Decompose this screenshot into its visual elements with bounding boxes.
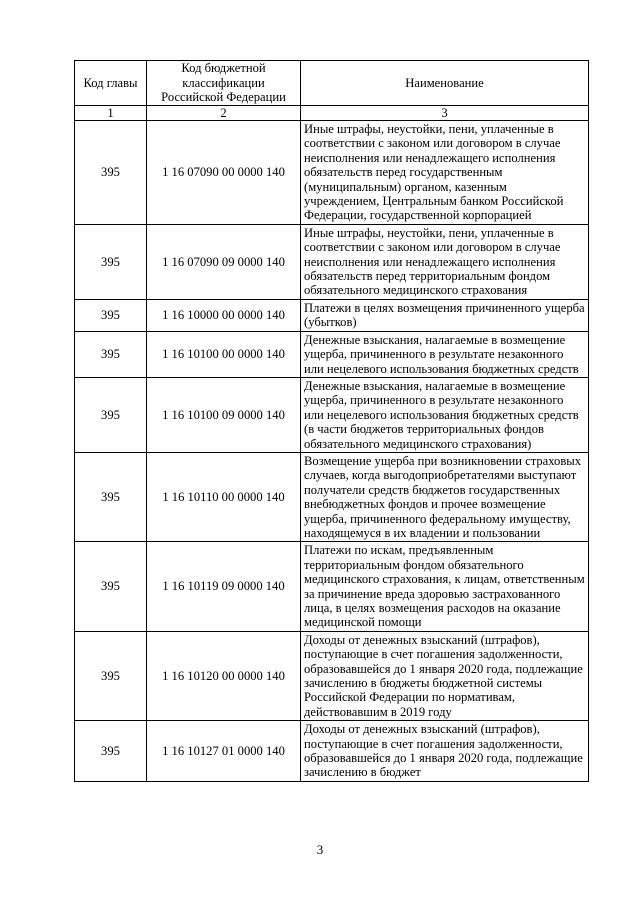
table-row <box>75 224 589 299</box>
table-row <box>75 452 589 541</box>
name-cell: Возмещение ущерба при возникновении страховых случаев, когда выгодоприобретателями выступают получатели средств бюджетов государственных внебюджетных фондов и прочее возмещение ущерба, причиненного федеральному имуществу, находящемуся в их владении и пользовании <box>301 452 589 541</box>
name-cell: Доходы от денежных взысканий (штрафов), поступающие в счет погашения задолженности, образовавшейся до 1 января 2020 года, подлежащие зачислению в бюджет <box>301 721 589 782</box>
header-name: Наименование <box>301 61 589 106</box>
chapter-code-cell: 395 <box>75 121 147 225</box>
page-number: 3 <box>316 842 324 857</box>
column-number-1: 1 <box>75 106 147 121</box>
table-row <box>75 542 589 631</box>
budget-code-cell: 1 16 10110 00 0000 140 <box>147 452 301 541</box>
column-number-row <box>75 106 589 121</box>
budget-code-cell: 1 16 10119 09 0000 140 <box>147 542 301 631</box>
table-row <box>75 631 589 720</box>
name-cell: Денежные взыскания, налагаемые в возмещение ущерба, причиненного в результате незаконного или нецелевого использования бюджетных средств <box>301 331 589 377</box>
table-header-row <box>75 61 589 106</box>
chapter-code-cell: 395 <box>75 631 147 720</box>
budget-code-cell: 1 16 10120 00 0000 140 <box>147 631 301 720</box>
name-cell: Платежи в целях возмещения причиненного ущерба (убытков) <box>301 299 589 331</box>
chapter-code-cell: 395 <box>75 721 147 782</box>
table-row <box>75 721 589 782</box>
name-cell: Доходы от денежных взысканий (штрафов), поступающие в счет погашения задолженности, образовавшейся до 1 января 2020 года, подлежащие зачислению в бюджеты бюджетной системы Российской Федерации по нормативам, действовавшим в 2019 году <box>301 631 589 720</box>
chapter-code-cell: 395 <box>75 331 147 377</box>
chapter-code-cell: 395 <box>75 299 147 331</box>
budget-code-cell: 1 16 10000 00 0000 140 <box>147 299 301 331</box>
column-number-3: 3 <box>301 106 589 121</box>
chapter-code-cell: 395 <box>75 377 147 452</box>
budget-classification-table <box>74 60 589 782</box>
budget-code-cell: 1 16 07090 09 0000 140 <box>147 224 301 299</box>
budget-code-cell: 1 16 10100 09 0000 140 <box>147 377 301 452</box>
budget-code-cell: 1 16 10127 01 0000 140 <box>147 721 301 782</box>
column-number-2: 2 <box>147 106 301 121</box>
chapter-code-cell: 395 <box>75 452 147 541</box>
table-row <box>75 299 589 331</box>
budget-code-cell: 1 16 10100 00 0000 140 <box>147 331 301 377</box>
name-cell: Денежные взыскания, налагаемые в возмещение ущерба, причиненного в результате незаконного или нецелевого использования бюджетных средств (в части бюджетов территориальных фондов обязательного медицинского страхования) <box>301 377 589 452</box>
budget-code-cell: 1 16 07090 00 0000 140 <box>147 121 301 225</box>
chapter-code-cell: 395 <box>75 224 147 299</box>
name-cell: Иные штрафы, неустойки, пени, уплаченные в соответствии с законом или договором в случае неисполнения или ненадлежащего исполнения обязательств перед государственным (муниципальным) органом, казенным учреждением, Центральным банком Российской Федерации, государственной корпорацией <box>301 121 589 225</box>
header-budget-code: Код бюджетной классификации Российской Федерации <box>147 61 301 106</box>
table-row <box>75 121 589 225</box>
name-cell: Иные штрафы, неустойки, пени, уплаченные в соответствии с законом или договором в случае неисполнения или ненадлежащего исполнения обязательств перед территориальным фондом обязательного медицинского страхования <box>301 224 589 299</box>
chapter-code-cell: 395 <box>75 542 147 631</box>
table-row <box>75 331 589 377</box>
table-row <box>75 377 589 452</box>
header-chapter-code: Код главы <box>75 61 147 106</box>
name-cell: Платежи по искам, предъявленным территориальным фондом обязательного медицинского страхования, к лицам, ответственным за причинение вреда здоровью застрахованного лица, в целях возмещения расходов на оказание медицинской помощи <box>301 542 589 631</box>
